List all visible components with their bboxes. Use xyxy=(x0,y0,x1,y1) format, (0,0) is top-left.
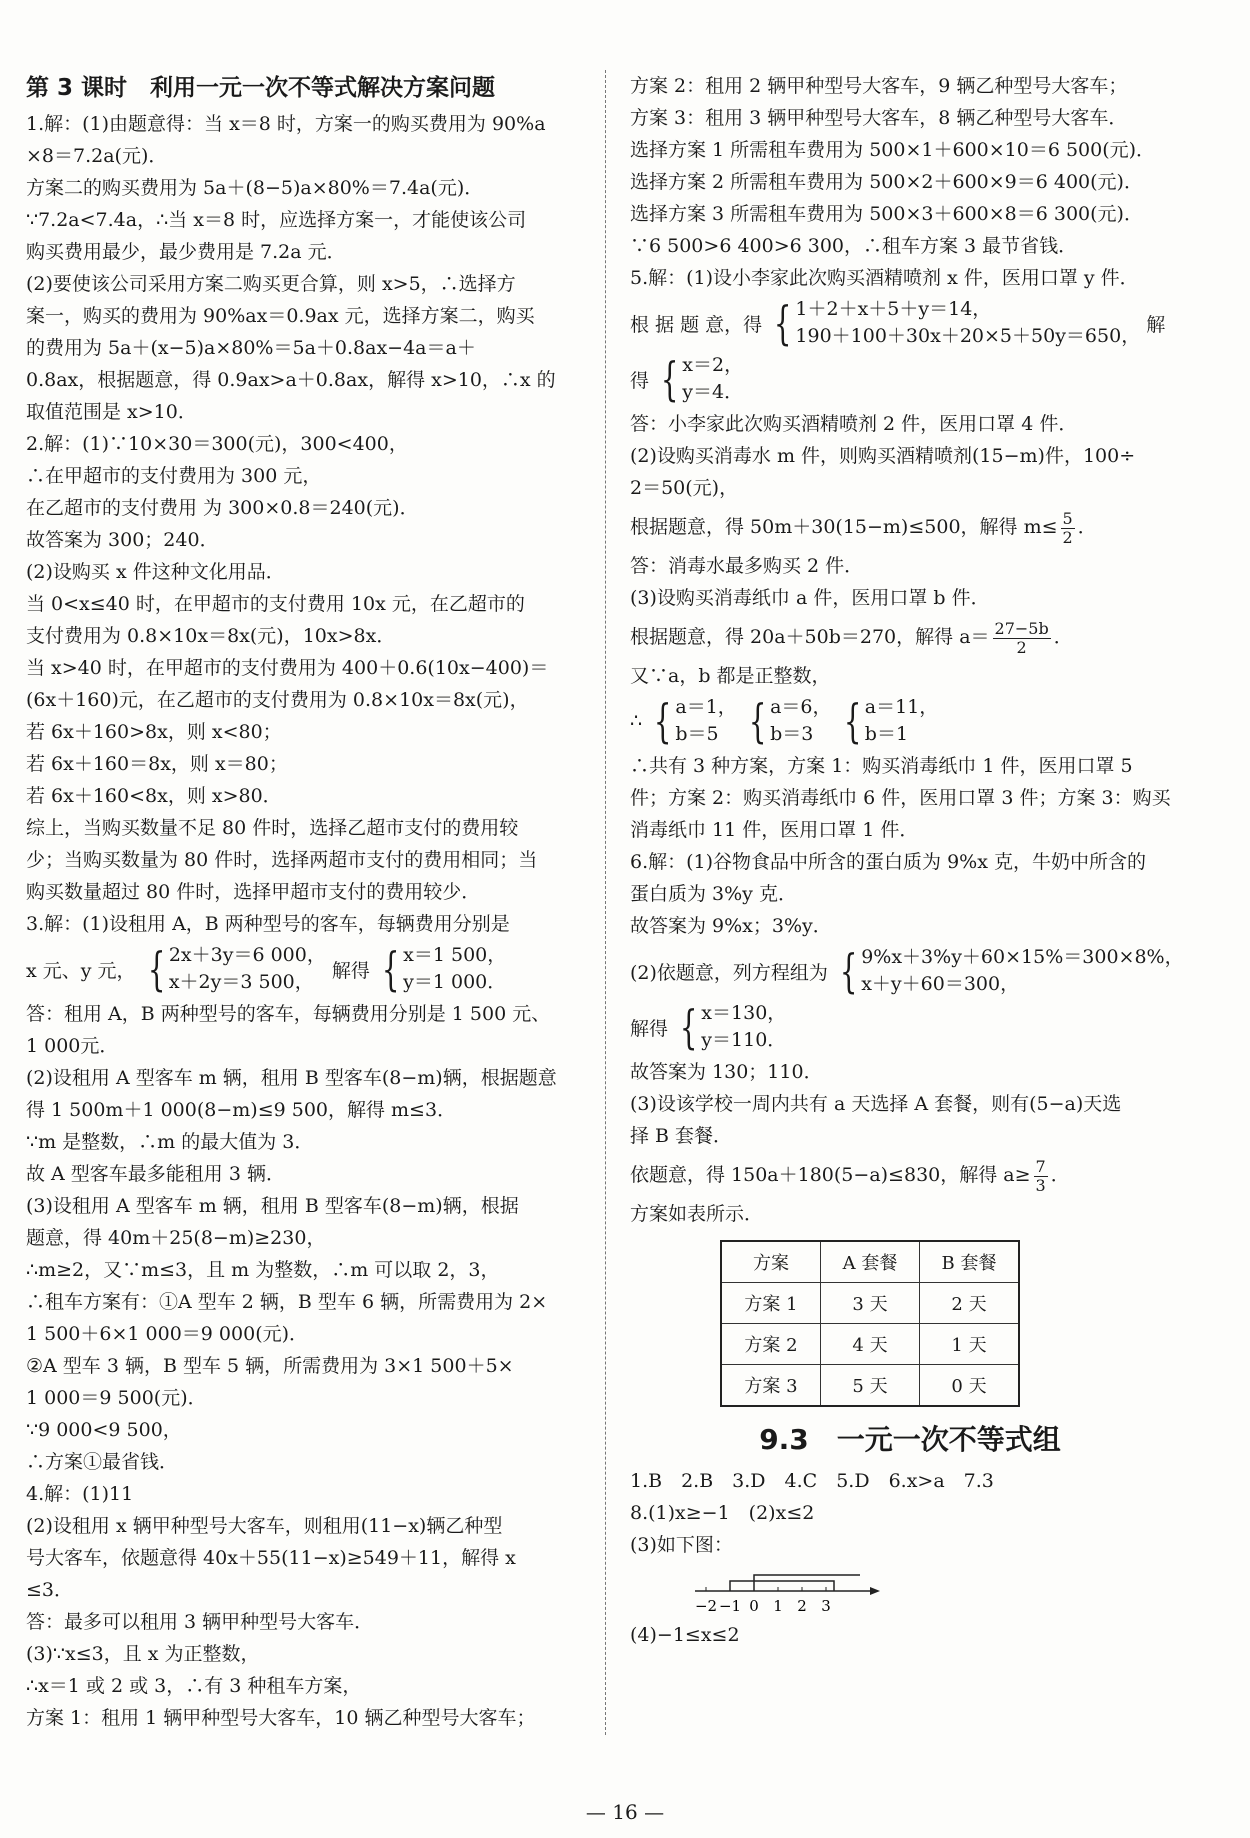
q6-sol1: x＝130， xyxy=(701,1002,787,1024)
solution-ray-right xyxy=(730,1581,834,1591)
fraction-numerator: 5 xyxy=(1062,508,1073,528)
q5-3-solutions-row xyxy=(630,694,1190,748)
text-line: 若 6x＋160<8x，则 x>80． xyxy=(26,785,282,807)
q3-system-row xyxy=(26,942,591,996)
text-line: 题意，得 40m＋25(8−m)≥230， xyxy=(26,1227,326,1249)
text-line: 1 000元． xyxy=(26,1035,119,1057)
fraction-numerator: 7 xyxy=(1035,1156,1046,1176)
text-line: 方案二的购买费用为 5a＋(8−5)a×80%＝7.4a(元)． xyxy=(26,177,484,199)
q6-system xyxy=(834,944,1184,998)
q3-eq1: 2x＋3y＝6 000， xyxy=(168,944,326,966)
text-line: ∵7.2a<7.4a，∴当 x＝8 时，应选择方案一，才能使该公司 xyxy=(26,209,527,231)
q3-sol2: y＝1 000． xyxy=(403,971,507,993)
q6-system-row xyxy=(630,944,1190,998)
lesson-title: 第 3 课时 利用一元一次不等式解决方案问题 xyxy=(26,75,496,101)
solution-ray-left xyxy=(754,1575,860,1591)
text-line: (6x＋160)元，在乙超市的支付费用为 0.8×10x＝8x(元)， xyxy=(26,689,529,711)
text-line: 号大客车，依题意得 40x＋55(11−x)≥549＋11，解得 x xyxy=(26,1547,516,1569)
text-line: 购买费用最少，最少费用是 7.2a 元． xyxy=(26,241,346,263)
brace-icon: { xyxy=(773,296,792,350)
table-cell: 方案 2 xyxy=(721,1324,821,1365)
brace-icon: { xyxy=(147,942,165,996)
text-line: (2)要使该公司采用方案二购买更合算，则 x>5，∴选择方 xyxy=(26,273,516,295)
text-line: 1.B 2.B 3.D 4.C 5.D 6.x>a 7.3 xyxy=(630,1470,994,1492)
text-line: 若 6x＋160＝8x，则 x＝80； xyxy=(26,753,288,775)
q5-3-text: 根据题意，得 20a＋50b＝270，解得 a＝ xyxy=(630,626,990,648)
text-line: ∴方案①最省钱． xyxy=(26,1451,179,1473)
sol-a: a＝1， xyxy=(675,696,737,718)
right-text-block-d xyxy=(630,750,1190,942)
text-line: ∴x＝1 或 2 或 3，∴有 3 种租车方案， xyxy=(26,1675,362,1697)
q5-system xyxy=(768,296,1140,350)
text-line: 蛋白质为 3%y 克． xyxy=(630,883,797,905)
text-line: ②A 型车 3 辆，B 型车 5 辆，所需费用为 3×1 500＋5× xyxy=(26,1355,514,1377)
text-line: 答：消毒水最多购买 2 件． xyxy=(630,555,864,577)
table-cell: 3 天 xyxy=(821,1283,920,1324)
q5-prefix: 根 据 题 意，得 xyxy=(630,313,763,336)
text-line: 件；方案 2：购买消毒纸巾 6 件，医用口罩 3 件；方案 3：购买 xyxy=(630,787,1171,809)
text-line: (3)设租用 A 型客车 m 辆，租用 B 型客车(8−m)辆，根据 xyxy=(26,1195,519,1217)
q5-3-solution-3 xyxy=(838,694,939,748)
q5-2-end: ． xyxy=(1077,516,1097,538)
text-line: ∴在甲超市的支付费用为 300 元， xyxy=(26,465,322,487)
sol-a: a＝11， xyxy=(864,696,939,718)
q6-sol-prefix: 解得 xyxy=(630,1017,669,1040)
text-line: ∵m 是整数，∴m 的最大值为 3． xyxy=(26,1131,314,1153)
text-line: 的费用为 5a＋(x−5)a×80%＝5a＋0.8ax−4a＝a＋ xyxy=(26,337,476,359)
text-line: 案一，购买的费用为 90%ax＝0.9ax 元，选择方案二，购买 xyxy=(26,305,535,327)
brace-icon: { xyxy=(748,694,767,748)
q5-3-end: ． xyxy=(1053,626,1073,648)
q6-3-line xyxy=(630,1152,1190,1198)
text-line: 选择方案 3 所需租车费用为 500×3＋600×8＝6 300(元)． xyxy=(630,203,1143,225)
text-line: ∵9 000<9 500， xyxy=(26,1419,182,1441)
text-line: ∴租车方案有：①A 型车 2 辆，B 型车 6 辆，所需费用为 2× xyxy=(26,1291,548,1313)
q3-solution xyxy=(376,942,506,996)
text-line: 当 x>40 时，在甲超市的支付费用为 400＋0.6(10x−400)＝ xyxy=(26,657,549,679)
table-row xyxy=(721,1365,1019,1407)
text-line: (2)设租用 A 型客车 m 辆，租用 B 型客车(8−m)辆，根据题意 xyxy=(26,1067,557,1089)
q5-sol1: x＝2， xyxy=(682,354,744,376)
text-line: 1.解：(1)由题意得：当 x＝8 时，方案一的购买费用为 90%a xyxy=(26,113,546,135)
text-line: (3)如下图： xyxy=(630,1534,733,1556)
section-answers xyxy=(630,1465,1190,1561)
fraction xyxy=(1034,1158,1048,1195)
tick-label: −2 xyxy=(694,1597,718,1615)
text-line: 答：小李家此次购买酒精喷剂 2 件，医用口罩 4 件． xyxy=(630,413,1078,435)
text-line: 8.(1)x≥−1 (2)x≤2 xyxy=(630,1502,815,1524)
tick-label: 3 xyxy=(821,1597,831,1615)
page-number: — 16 — xyxy=(585,1800,665,1824)
q5-3-solution-2 xyxy=(743,694,832,748)
q6-3-end: ． xyxy=(1050,1164,1070,1186)
right-text-block-a xyxy=(630,70,1190,294)
text-line: 故答案为 300；240． xyxy=(26,529,219,551)
text-line: 0.8ax，根据题意，得 0.9ax>a＋0.8ax，解得 x>10，∴x 的 xyxy=(26,369,556,391)
table-cell: 方案 3 xyxy=(721,1365,821,1407)
text-line: 在乙超市的支付费用 为 300×0.8＝240(元)． xyxy=(26,497,419,519)
fraction-denominator: 2 xyxy=(1016,637,1027,657)
text-line: 方案 1：租用 1 辆甲种型号大客车，10 辆乙种型号大客车； xyxy=(26,1707,536,1729)
right-text-block-e xyxy=(630,1056,1190,1152)
text-line: 择 B 套餐． xyxy=(630,1125,733,1147)
text-line: 得 1 500m＋1 000(8−m)≤9 500，解得 m≤3． xyxy=(26,1099,457,1121)
text-line: 综上，当购买数量不足 80 件时，选择乙超市支付的费用较 xyxy=(26,817,519,839)
q5-eq1: 1＋2＋x＋5＋y＝14， xyxy=(795,298,992,320)
q5-sol2: y＝4． xyxy=(682,381,744,403)
text-line: 2＝50(元)， xyxy=(630,477,739,499)
text-line: 若 6x＋160>8x，则 x<80； xyxy=(26,721,282,743)
text-line: (2)设购买 x 件这种文化用品． xyxy=(26,561,285,583)
table-intro: 方案如表所示． xyxy=(630,1203,764,1225)
text-line: 3.解：(1)设租用 A，B 两种型号的客车，每辆费用分别是 xyxy=(26,913,510,935)
tick-label: 0 xyxy=(749,1597,759,1615)
section-title: 9.3 一元一次不等式组 xyxy=(759,1423,1061,1456)
table-cell: 1 天 xyxy=(920,1324,1020,1365)
table-cell: 0 天 xyxy=(920,1365,1020,1407)
tick-label: 1 xyxy=(773,1597,783,1615)
q5-sol-prefix: 得 xyxy=(630,369,650,392)
right-column xyxy=(630,70,1190,1651)
q3-eq2: x＋2y＝3 500， xyxy=(168,971,314,993)
table-header-row xyxy=(721,1241,1019,1283)
brace-icon: { xyxy=(839,944,858,998)
q6-prefix: (2)依题意，列方程组为 xyxy=(630,961,828,984)
right-text-block-b xyxy=(630,408,1190,504)
table-header: 方案 xyxy=(721,1241,821,1283)
number-line xyxy=(690,1561,890,1619)
q3-sys-prefix: x 元、y 元， xyxy=(26,959,136,982)
text-line: 方案 3：租用 3 辆甲种型号大客车，8 辆乙种型号大客车． xyxy=(630,107,1128,129)
text-line: ∴共有 3 种方案，方案 1：购买消毒纸巾 1 件，医用口罩 5 xyxy=(630,755,1133,777)
fraction-denominator: 2 xyxy=(1062,527,1073,547)
text-line: 选择方案 2 所需租车费用为 500×2＋600×9＝6 400(元)． xyxy=(630,171,1143,193)
q5-solution-row xyxy=(630,352,1190,406)
q6-3-text: 依题意，得 150a＋180(5−a)≤830，解得 a≥ xyxy=(630,1164,1031,1186)
text-line: 答：最多可以租用 3 辆甲种型号大客车． xyxy=(26,1611,374,1633)
text-line: 2.解：(1)∵10×30＝300(元)，300<400， xyxy=(26,433,408,455)
text-line: 方案 2：租用 2 辆甲种型号大客车，9 辆乙种型号大客车； xyxy=(630,75,1128,97)
text-line: (2)设购买消毒水 m 件，则购买酒精喷剂(15−m)件，100÷ xyxy=(630,445,1136,467)
q5-system-row xyxy=(630,296,1190,350)
q5-3-line xyxy=(630,614,1190,660)
table-row xyxy=(721,1283,1019,1324)
text-line: 答：租用 A，B 两种型号的客车，每辆费用分别是 1 500 元、 xyxy=(26,1003,551,1025)
text-line: (3)∵x≤3，且 x 为正整数， xyxy=(26,1643,260,1665)
column-divider xyxy=(605,70,606,1735)
q6-eq2: x＋y＋60＝300， xyxy=(861,973,1020,995)
table-cell: 4 天 xyxy=(821,1324,920,1365)
text-line: ∵6 500>6 400>6 300，∴租车方案 3 最节省钱． xyxy=(630,235,1078,257)
text-line: 故 A 型客车最多能租用 3 辆． xyxy=(26,1163,285,1185)
q5-3-solution-1 xyxy=(648,694,737,748)
text-line: 选择方案 1 所需租车费用为 500×1＋600×10＝6 500(元)． xyxy=(630,139,1156,161)
table-header: A 套餐 xyxy=(821,1241,920,1283)
text-line: 故答案为 9%x；3%y． xyxy=(630,915,832,937)
text-line: ∴m≥2，又∵m≤3，且 m 为整数，∴m 可以取 2，3， xyxy=(26,1259,500,1281)
q5-3-integer-line: 又∵a，b 都是正整数， xyxy=(630,665,831,687)
sol-b: b＝5 xyxy=(675,723,719,745)
q5-2-text: 根据题意，得 50m＋30(15−m)≤500，解得 m≤ xyxy=(630,516,1058,538)
q5-eq2: 190＋100＋30x＋20×5＋50y＝650， xyxy=(795,325,1141,347)
sol-b: b＝3 xyxy=(770,723,814,745)
text-line: (2)设租用 x 辆甲种型号大客车，则租用(11−x)辆乙种型 xyxy=(26,1515,503,1537)
arrow-icon xyxy=(870,1587,880,1595)
brace-icon: { xyxy=(843,694,861,748)
text-line: 1 500＋6×1 000＝9 000(元)． xyxy=(26,1323,309,1345)
fraction-numerator: 27−5b xyxy=(994,618,1049,638)
q6-solution-row xyxy=(630,1000,1190,1054)
q5-2-line xyxy=(630,504,1190,550)
q6-sol2: y＝110． xyxy=(701,1029,787,1051)
text-line: 6.解：(1)谷物食品中所含的蛋白质为 9%x 克，牛奶中所含的 xyxy=(630,851,1146,873)
table-header: B 套餐 xyxy=(920,1241,1020,1283)
tick-label: 2 xyxy=(797,1597,807,1615)
text-line: 购买数量超过 80 件时，选择甲超市支付的费用较少． xyxy=(26,881,481,903)
table-row xyxy=(721,1324,1019,1365)
brace-icon: { xyxy=(660,352,679,406)
fraction-denominator: 3 xyxy=(1035,1175,1046,1195)
q3-sys-mid: 解得 xyxy=(331,959,370,982)
therefore-symbol: ∴ xyxy=(630,710,643,732)
text-line: ≤3． xyxy=(26,1579,74,1601)
fraction xyxy=(993,620,1051,657)
text-line: 故答案为 130；110． xyxy=(630,1061,823,1083)
text-line: 取值范围是 x>10． xyxy=(26,401,197,423)
text-line: 4.解：(1)11 xyxy=(26,1483,134,1505)
q5-solution xyxy=(655,352,743,406)
brace-icon: { xyxy=(653,694,672,748)
brace-icon: { xyxy=(381,942,400,996)
left-text-block-1 xyxy=(26,108,591,940)
text-line: 少；当购买数量为 80 件时，选择两超市支付的费用相同；当 xyxy=(26,849,538,871)
q5-suffix: 解 xyxy=(1146,313,1166,336)
q6-solution xyxy=(674,1000,786,1054)
left-text-block-2 xyxy=(26,998,591,1734)
text-line: 支付费用为 0.8×10x＝8x(元)，10x>8x． xyxy=(26,625,396,647)
right-text-block-c xyxy=(630,550,1190,614)
tick-label: −1 xyxy=(718,1597,742,1615)
text-line: 当 0<x≤40 时，在甲超市的支付费用 10x 元，在乙超市的 xyxy=(26,593,525,615)
table-cell: 5 天 xyxy=(821,1365,920,1407)
table-cell: 方案 1 xyxy=(721,1283,821,1324)
q3-system xyxy=(142,942,326,996)
sol-b: b＝1 xyxy=(864,723,909,745)
fraction xyxy=(1061,510,1075,547)
left-column xyxy=(26,70,591,1734)
q3-sol1: x＝1 500， xyxy=(403,944,507,966)
text-line: (3)设购买消毒纸巾 a 件，医用口罩 b 件． xyxy=(630,587,990,609)
text-line: (3)设该学校一周内共有 a 天选择 A 套餐，则有(5−a)天选 xyxy=(630,1093,1122,1115)
plan-table xyxy=(720,1240,1020,1407)
text-line: 1 000＝9 500(元)． xyxy=(26,1387,207,1409)
last-answer: (4)−1≤x≤2 xyxy=(630,1624,740,1646)
brace-icon: { xyxy=(679,1000,698,1054)
sol-a: a＝6， xyxy=(770,696,832,718)
text-line: ×8＝7.2a(元)． xyxy=(26,145,168,167)
text-line: 消毒纸巾 11 件，医用口罩 1 件． xyxy=(630,819,919,841)
table-cell: 2 天 xyxy=(920,1283,1020,1324)
q6-eq1: 9%x＋3%y＋60×15%＝300×8%， xyxy=(861,946,1184,968)
text-line: 5.解：(1)设小李家此次购买酒精喷剂 x 件，医用口罩 y 件． xyxy=(630,267,1139,289)
